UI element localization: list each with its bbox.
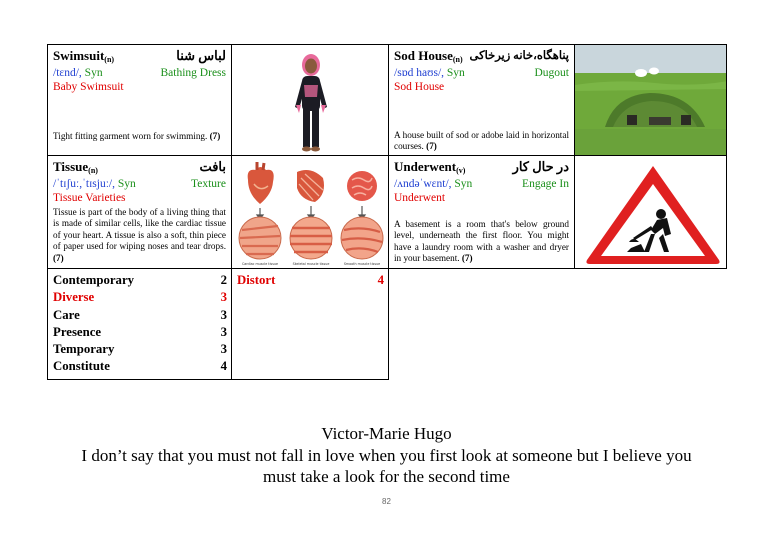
card-persian: بافت	[199, 159, 226, 174]
image-tissue	[231, 155, 389, 269]
muscle-tissue-illustration	[232, 156, 389, 269]
word-list-count: 3	[220, 342, 227, 357]
card-syn-label: Syn	[446, 67, 465, 79]
quote-line-1: I don’t say that you must not fall in love when you first look at someone but I believe you	[81, 446, 692, 465]
card-definition-text: Tight fitting garment worn for swimming.	[53, 131, 208, 141]
card-pronunciation: /ʌndəˈwɛnt/,	[394, 178, 452, 190]
card-persian: لباس شنا	[176, 48, 226, 63]
card-definition-text: A basement is a room that's below ground level, underneath the first floor. You might have a laundry room with a washer and dryer in your basement.	[394, 219, 569, 264]
card-synonym: Bathing Dress	[160, 67, 226, 79]
tissue-label-skeletal: Skeletal muscle tissue	[292, 262, 330, 266]
road-works-sign-icon	[575, 156, 727, 269]
word-list-item	[53, 308, 227, 325]
card-syn-label: Syn	[84, 67, 103, 79]
vocab-card-swimsuit	[47, 44, 232, 156]
card-word: Swimsuit	[53, 48, 105, 63]
word-list-word: Distort	[237, 273, 276, 287]
card-header	[394, 48, 569, 66]
card-related: Tissue Varieties	[53, 192, 126, 204]
word-list-item	[53, 273, 227, 290]
card-synonym: Engage In	[522, 178, 569, 190]
card-pron-line	[53, 178, 226, 190]
card-ref: (7)	[426, 141, 437, 152]
card-header	[53, 48, 226, 66]
quote-author: Victor-Marie Hugo	[321, 424, 452, 443]
word-list-count: 3	[220, 307, 227, 322]
word-list-count: 2	[220, 273, 227, 287]
tissue-label-smooth: Smooth muscle tissue	[343, 262, 381, 266]
card-pos: (v)	[456, 166, 466, 175]
card-ref: (7)	[209, 131, 221, 141]
card-synonym: Texture	[191, 178, 226, 190]
word-list-word: Constitute	[53, 359, 110, 374]
word-frequency-list-2	[231, 268, 389, 380]
word-list-count: 4	[377, 273, 384, 287]
card-word: Underwent	[394, 159, 457, 174]
card-pronunciation: /ˈtɪʃuː,ˈtɪsjuː/,	[53, 178, 115, 190]
word-list-word: Presence	[53, 324, 102, 339]
card-pron-line	[53, 67, 226, 79]
word-list-count: 3	[220, 290, 227, 305]
word-list-item	[53, 325, 227, 342]
card-persian: پناهگاه،خانه زیرخاکی	[469, 50, 569, 62]
card-related: Sod House	[394, 81, 445, 93]
word-list-word: Care	[53, 307, 80, 322]
word-list-word: Temporary	[53, 342, 115, 357]
card-definition	[394, 130, 569, 153]
card-ref: (7)	[53, 252, 64, 263]
tissue-label-cardiac: Cardiac muscle tissue	[241, 262, 279, 266]
card-definition-text: Tissue is part of the body of a living thing that is made of similar cells, like the cardiac tissue of your heart. A tissue is also a soft, thin piece of paper used for wiping noses and tear drops.	[53, 207, 226, 252]
word-list	[53, 273, 227, 377]
card-syn-label: Syn	[117, 178, 136, 190]
vocab-card-tissue	[47, 155, 232, 269]
card-synonym: Dugout	[534, 67, 569, 79]
word-list-count: 3	[220, 324, 227, 339]
vocab-card-sod-house	[388, 44, 575, 156]
card-ref: (7)	[461, 253, 473, 264]
card-persian: در حال کار	[512, 159, 569, 174]
word-list-count: 4	[220, 359, 227, 374]
card-pronunciation: /tɛnd/,	[53, 67, 82, 79]
card-syn-label: Syn	[454, 178, 473, 190]
vocab-card-underwent	[388, 155, 575, 269]
card-word: Tissue	[53, 159, 89, 174]
card-definition-text: A house built of sod or adobe laid in horizontal courses.	[394, 130, 569, 152]
card-related: Underwent	[394, 192, 446, 204]
image-swimsuit	[231, 44, 389, 156]
card-word: Sod House	[394, 48, 453, 63]
page-number: 82	[382, 497, 391, 506]
word-list-item	[53, 359, 227, 376]
card-header	[53, 159, 226, 177]
word-list-item	[237, 273, 384, 290]
image-road-works	[574, 155, 727, 269]
word-list-2	[237, 273, 384, 290]
card-pronunciation: /sɒd haʊs/,	[394, 67, 445, 79]
image-sod-house	[574, 44, 727, 156]
card-definition	[53, 207, 226, 264]
card-related: Baby Swimsuit	[53, 81, 124, 93]
card-pos: (n)	[88, 166, 98, 175]
word-frequency-list	[47, 268, 232, 380]
card-pron-line	[394, 178, 569, 190]
card-definition	[53, 131, 226, 142]
word-list-word: Diverse	[53, 290, 95, 305]
word-list-item	[53, 342, 227, 359]
swimsuit-girl-illustration	[232, 45, 389, 156]
word-list-item	[53, 290, 227, 307]
card-header	[394, 159, 569, 177]
quote-line-2: must take a look for the second time	[263, 467, 510, 486]
sod-house-photo	[575, 45, 727, 156]
card-pron-line	[394, 67, 569, 79]
card-definition	[394, 219, 569, 265]
card-pos: (n)	[452, 55, 463, 64]
card-pos: (n)	[104, 55, 115, 64]
word-list-word: Contemporary	[53, 273, 135, 287]
